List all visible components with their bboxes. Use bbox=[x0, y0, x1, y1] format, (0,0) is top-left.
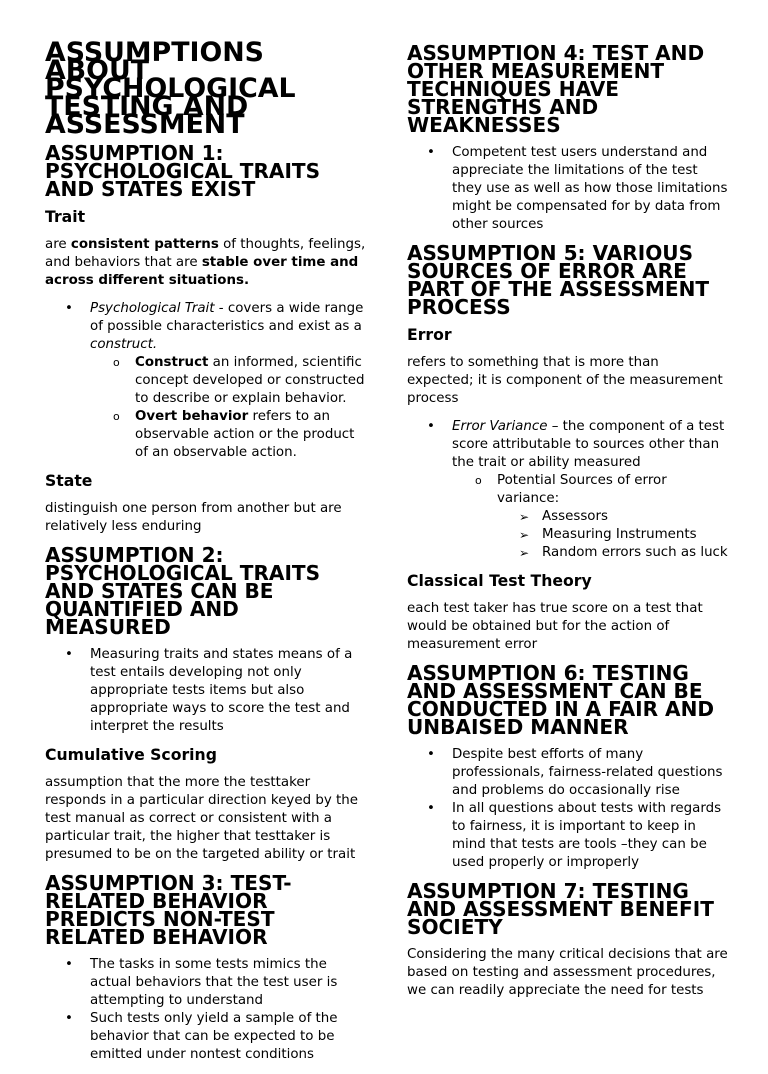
assumption-6-list bbox=[407, 746, 729, 872]
list-item: o Overt behavior refers to an observable action or the product of an observable action. bbox=[135, 408, 367, 462]
list-item: ➢ Random errors such as luck bbox=[542, 544, 729, 562]
list-item: • Competent test users understand and appreciate the limitations of the test they use as well as how those limitations might be compensated for by data from other sources bbox=[452, 144, 729, 234]
right-column bbox=[407, 41, 729, 1010]
list-item: • Despite best efforts of many professionals, fairness-related questions and problems do occasionally rise bbox=[452, 746, 729, 800]
left-column bbox=[45, 37, 367, 1074]
error-label: Error bbox=[407, 325, 452, 344]
list-item: o Construct an informed, scientific concept developed or constructed to describe or explain behavior. bbox=[135, 354, 367, 408]
error-sources-list bbox=[452, 472, 729, 562]
assumption-3-heading: ASSUMPTION 3: TEST-RELATED BEHAVIOR PREDICTS NON-TEST RELATED BEHAVIOR bbox=[45, 871, 292, 949]
assumption-1-heading: ASSUMPTION 1: PSYCHOLOGICAL TRAITS AND STATES EXIST bbox=[45, 141, 321, 201]
classical-test-theory-definition: each test taker has true score on a test that would be obtained but for the action of measurement error bbox=[407, 601, 703, 652]
assumption-7-heading: ASSUMPTION 7: TESTING AND ASSESSMENT BENEFIT SOCIETY bbox=[407, 879, 714, 939]
list-item: • In all questions about tests with regards to fairness, it is important to keep in mind that tests are tools –they can be used properly or improperly bbox=[452, 800, 729, 872]
classical-test-theory-label: Classical Test Theory bbox=[407, 571, 592, 590]
list-item: o Potential Sources of error variance: ➢ Assessors ➢ Measuring Instruments ➢ Random errors such as luck bbox=[497, 472, 729, 562]
error-sources-sublist bbox=[497, 508, 729, 562]
list-item: • The tasks in some tests mimics the actual behaviors that the test user is attempting to understand bbox=[90, 956, 367, 1010]
assumption-7-text: Considering the many critical decisions that are based on testing and assessment procedures, we can readily appreciate the need for tests bbox=[407, 947, 728, 998]
assumption-2-list bbox=[45, 646, 367, 736]
error-variance-list bbox=[407, 418, 729, 562]
list-item: ➢ Assessors bbox=[542, 508, 729, 526]
list-item: • Psychological Trait - covers a wide range of possible characteristics and exist as a construct. o Construct an informed, scientific concept developed or constructed to describe or explain behavior. o Overt behavior refers to an observable action or the product of an observable action. bbox=[90, 300, 367, 462]
construct-sub-list bbox=[90, 354, 367, 462]
list-item: • Measuring traits and states means of a test entails developing not only appropriate tests items but also appropriate ways to score the test and interpret the results bbox=[90, 646, 367, 736]
assumption-4-list bbox=[407, 144, 729, 234]
assumption-5-heading: ASSUMPTION 5: VARIOUS SOURCES OF ERROR ARE PART OF THE ASSESSMENT PROCESS bbox=[407, 241, 710, 319]
error-definition: refers to something that is more than expected; it is component of the measurement process bbox=[407, 355, 723, 406]
cumulative-scoring-definition: assumption that the more the testtaker responds in a particular direction keyed by the test manual as correct or consistent with a particular trait, the higher that testtaker is presumed to be on the targeted ability or trait bbox=[45, 775, 359, 862]
trait-label: Trait bbox=[45, 207, 86, 226]
cumulative-scoring-label: Cumulative Scoring bbox=[45, 745, 217, 764]
list-item: • Such tests only yield a sample of the behavior that can be expected to be emitted under nontest conditions bbox=[90, 1010, 367, 1064]
state-definition: distinguish one person from another but are relatively less enduring bbox=[45, 501, 342, 534]
document-title: ASSUMPTIONS ABOUT PSYCHOLOGICAL TESTING AND ASSESSMENT bbox=[45, 37, 296, 140]
assumption-2-heading: ASSUMPTION 2: PSYCHOLOGICAL TRAITS AND STATES CAN BE QUANTIFIED AND MEASURED bbox=[45, 543, 321, 639]
list-item: • Error Variance – the component of a test score attributable to sources other than the trait or ability measured o Potential Sources of error variance: ➢ Assessors ➢ Measuring Instruments ➢ Random errors such as luck bbox=[452, 418, 729, 562]
trait-bullet-list bbox=[45, 300, 367, 462]
assumption-6-heading: ASSUMPTION 6: TESTING AND ASSESSMENT CAN BE CONDUCTED IN A FAIR AND UNBAISED MANNER bbox=[407, 661, 715, 739]
list-item: ➢ Measuring Instruments bbox=[542, 526, 729, 544]
trait-definition: are consistent patterns of thoughts, feelings, and behaviors that are stable over time and across different situations. bbox=[45, 237, 366, 288]
state-label: State bbox=[45, 471, 93, 490]
assumption-3-list bbox=[45, 956, 367, 1064]
assumption-4-heading: ASSUMPTION 4: TEST AND OTHER MEASUREMENT TECHNIQUES HAVE STRENGTHS AND WEAKNESSES bbox=[407, 41, 705, 137]
